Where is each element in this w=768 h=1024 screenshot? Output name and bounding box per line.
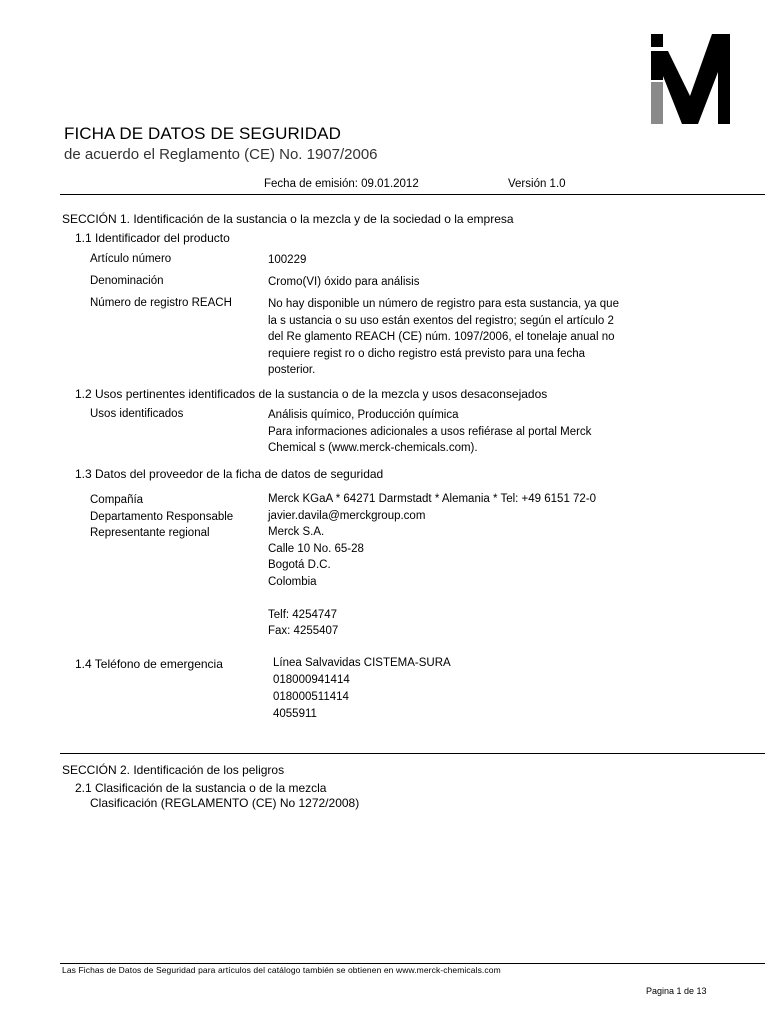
uses-line: Análisis químico, Producción química <box>268 409 459 421</box>
header-divider <box>60 194 765 195</box>
emergency-phone: 018000941414 <box>273 674 350 686</box>
section2-heading: SECCIÓN 2. Identificación de los peligros <box>62 763 285 777</box>
rep-name: Merck S.A. <box>268 526 325 538</box>
version: Versión 1.0 <box>508 178 566 190</box>
email-value: javier.davila@merckgroup.com <box>268 509 426 522</box>
reach-line: No hay disponible un número de registro para esta sustancia, ya que <box>268 298 619 310</box>
article-number-label: Artículo número <box>90 253 172 265</box>
issue-date: Fecha de emisión: 09.01.2012 <box>264 178 419 190</box>
subsection-1-2-heading: 1.2 Usos pertinentes identificados de la sustancia o de la mezcla y usos desaconsejados <box>75 387 548 401</box>
identified-uses-value <box>268 407 591 457</box>
company-value: Merck KGaA * 64271 Darmstadt * Alemania * Tel: +49 6151 72-0 <box>268 493 597 505</box>
uses-line: Chemical s (www.merck-chemicals.com). <box>268 442 478 454</box>
section-divider <box>60 753 765 754</box>
footer-divider <box>60 963 765 964</box>
regional-rep-label: Representante regional <box>90 527 210 539</box>
reach-line: del Re glamento REACH (CE) núm. 1097/2006, el tonelaje anual no <box>268 331 615 343</box>
responsible-dept-label: Departamento Responsable <box>90 510 234 523</box>
subsection-2-1-heading: 2.1 Clasificación de la sustancia o de la mezcla <box>75 781 327 795</box>
reach-line: la s ustancia o su uso están exentos del registro; según el artículo 2 <box>268 314 614 327</box>
logo-stem-gray <box>651 82 663 124</box>
article-number-value: 100229 <box>268 254 307 266</box>
rep-city: Bogotá D.C. <box>268 559 331 571</box>
section1-heading: SECCIÓN 1. Identificación de la sustancia o la mezcla y de la sociedad o la empresa <box>62 212 514 226</box>
document-subtitle: de acuerdo el Reglamento (CE) No. 1907/2006 <box>64 146 378 163</box>
rep-phone: Telf: 4254747 <box>268 608 338 621</box>
rep-address: Calle 10 No. 65-28 <box>268 542 364 555</box>
supplier-labels <box>90 492 233 542</box>
reach-line: requiere regist ro o dicho registro está previsto para una fecha <box>268 347 586 360</box>
emergency-phone: 018000511414 <box>273 691 349 703</box>
document-title: FICHA DE DATOS DE SEGURIDAD <box>64 124 341 143</box>
reach-number-value <box>268 296 619 379</box>
subsection-1-3-heading: 1.3 Datos del proveedor de la ficha de datos de seguridad <box>75 467 384 481</box>
company-label: Compañía <box>90 494 144 506</box>
page-number: Pagina 1 de 13 <box>646 986 707 996</box>
reach-line: posterior. <box>268 364 316 376</box>
rep-country: Colombia <box>268 575 317 588</box>
uses-line: Para informaciones adicionales a usos refiérase al portal Merck <box>268 425 592 438</box>
emergency-phone: 4055911 <box>273 708 317 720</box>
emergency-values <box>273 655 451 723</box>
subsection-1-1-heading: 1.1 Identificador del producto <box>75 231 230 245</box>
logo-dot <box>651 34 663 47</box>
rep-fax: Fax: 4255407 <box>268 625 339 637</box>
reach-number-label: Número de registro REACH <box>90 297 232 309</box>
denomination-value: Cromo(VI) óxido para análisis <box>268 276 420 288</box>
merck-logo <box>648 34 732 126</box>
footer-note: Las Fichas de Datos de Seguridad para artículos del catálogo también se obtienen en www.merck-chemicals.com <box>62 965 501 975</box>
identified-uses-label: Usos identificados <box>90 408 184 420</box>
emergency-line: Línea Salvavidas CISTEMA-SURA <box>273 657 451 669</box>
blank-line <box>268 590 596 607</box>
supplier-values <box>268 491 596 640</box>
subsection-1-4-heading: 1.4 Teléfono de emergencia <box>75 657 223 671</box>
denomination-label: Denominación <box>90 275 164 287</box>
classification-heading: Clasificación (REGLAMENTO (CE) No 1272/2008) <box>90 796 360 810</box>
